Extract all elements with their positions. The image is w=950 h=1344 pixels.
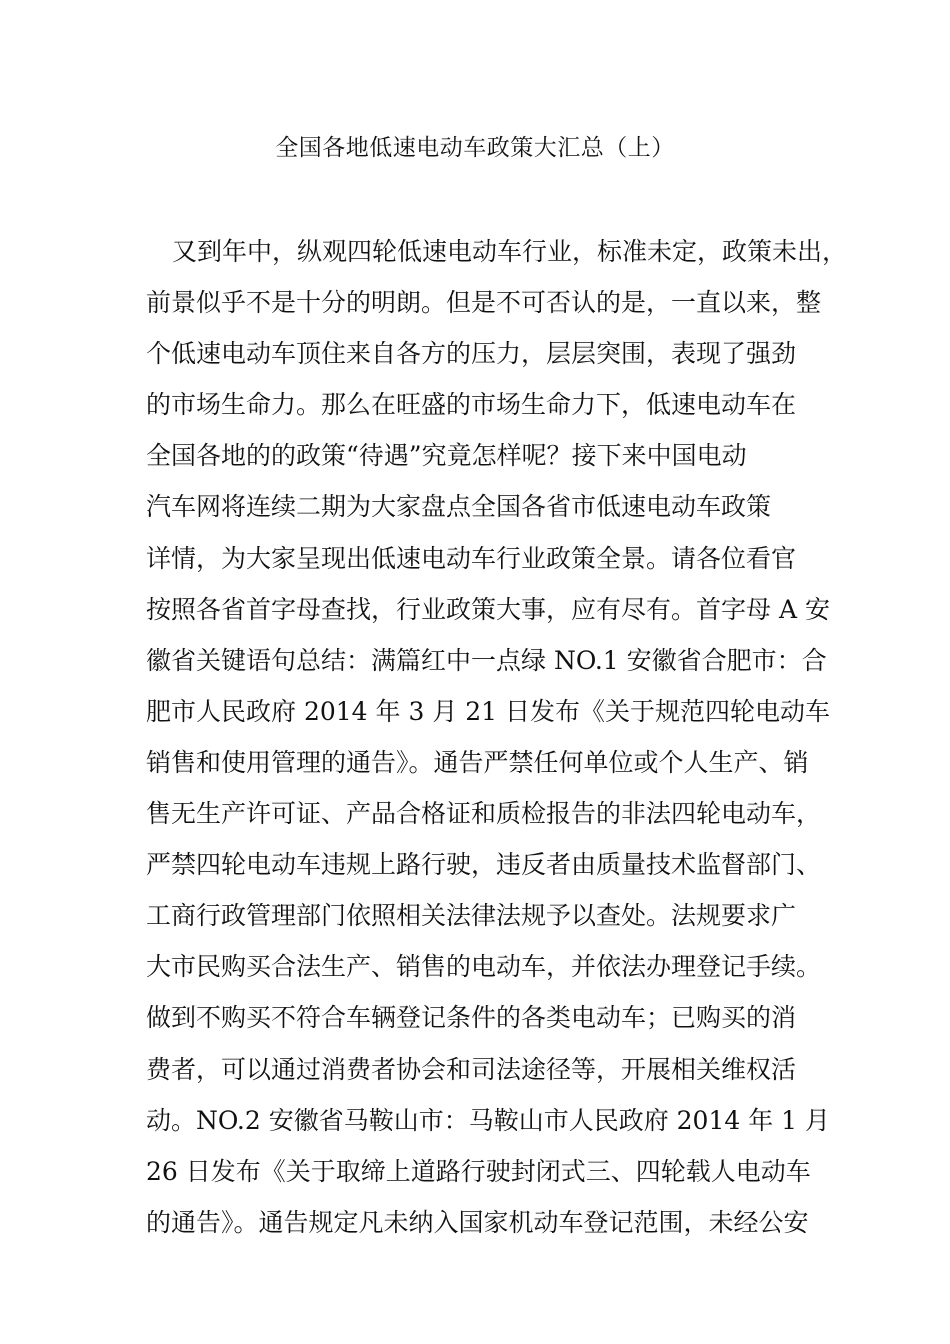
document-title: 全国各地低速电动车政策大汇总（上） [275,135,675,161]
body-line: 前景似乎不是十分的明朗。但是不可否认的是，一直以来，整 [146,288,822,318]
body-line: 又到年中，纵观四轮低速电动车行业，标准未定，政策未出， [172,237,848,266]
body-line: 做到不购买不符合车辆登记条件的各类电动车；已购买的消 [146,1003,797,1033]
body-line: 徽省关键语句总结：满篇红中一点绿 NO.1 安徽省合肥市：合 [146,645,827,675]
document-body [146,226,848,1248]
body-line: 售无生产许可证、产品合格证和质检报告的非法四轮电动车， [146,799,822,829]
body-line: 严禁四轮电动车违规上路行驶，违反者由质量技术监督部门、 [146,850,822,880]
body-line: 的市场生命力。那么在旺盛的市场生命力下，低速电动车在 [146,390,797,420]
body-line: 大市民购买合法生产、销售的电动车，并依法办理登记手续。 [146,952,822,982]
body-line: 按照各省首字母查找，行业政策大事，应有尽有。首字母 A 安 [146,594,830,624]
body-line: 费者，可以通过消费者协会和司法途径等，开展相关维权活 [146,1054,797,1084]
body-line: 动。NO.2 安徽省马鞍山市：马鞍山市人民政府 2014 年 1 月 [146,1105,831,1135]
body-line: 详情，为大家呈现出低速电动车行业政策全景。请各位看官 [146,543,797,573]
body-line: 全国各地的的政策“待遇”究竟怎样呢？接下来中国电动 [146,441,747,471]
body-line: 个低速电动车顶住来自各方的压力，层层突围，表现了强劲 [146,339,797,369]
body-line: 的通告》。通告规定凡未纳入国家机动车登记范围，未经公安 [146,1207,809,1237]
body-line: 肥市人民政府 2014 年 3 月 21 日发布《关于规范四轮电动车 [146,696,831,726]
body-line: 工商行政管理部门依照相关法律法规予以查处。法规要求广 [146,901,797,931]
body-line: 销售和使用管理的通告》。通告严禁任何单位或个人生产、销 [146,747,809,777]
body-line: 汽车网将连续二期为大家盘点全国各省市低速电动车政策 [146,492,772,522]
body-line: 26 日发布《关于取缔上道路行驶封闭式三、四轮载人电动车 [146,1156,811,1186]
